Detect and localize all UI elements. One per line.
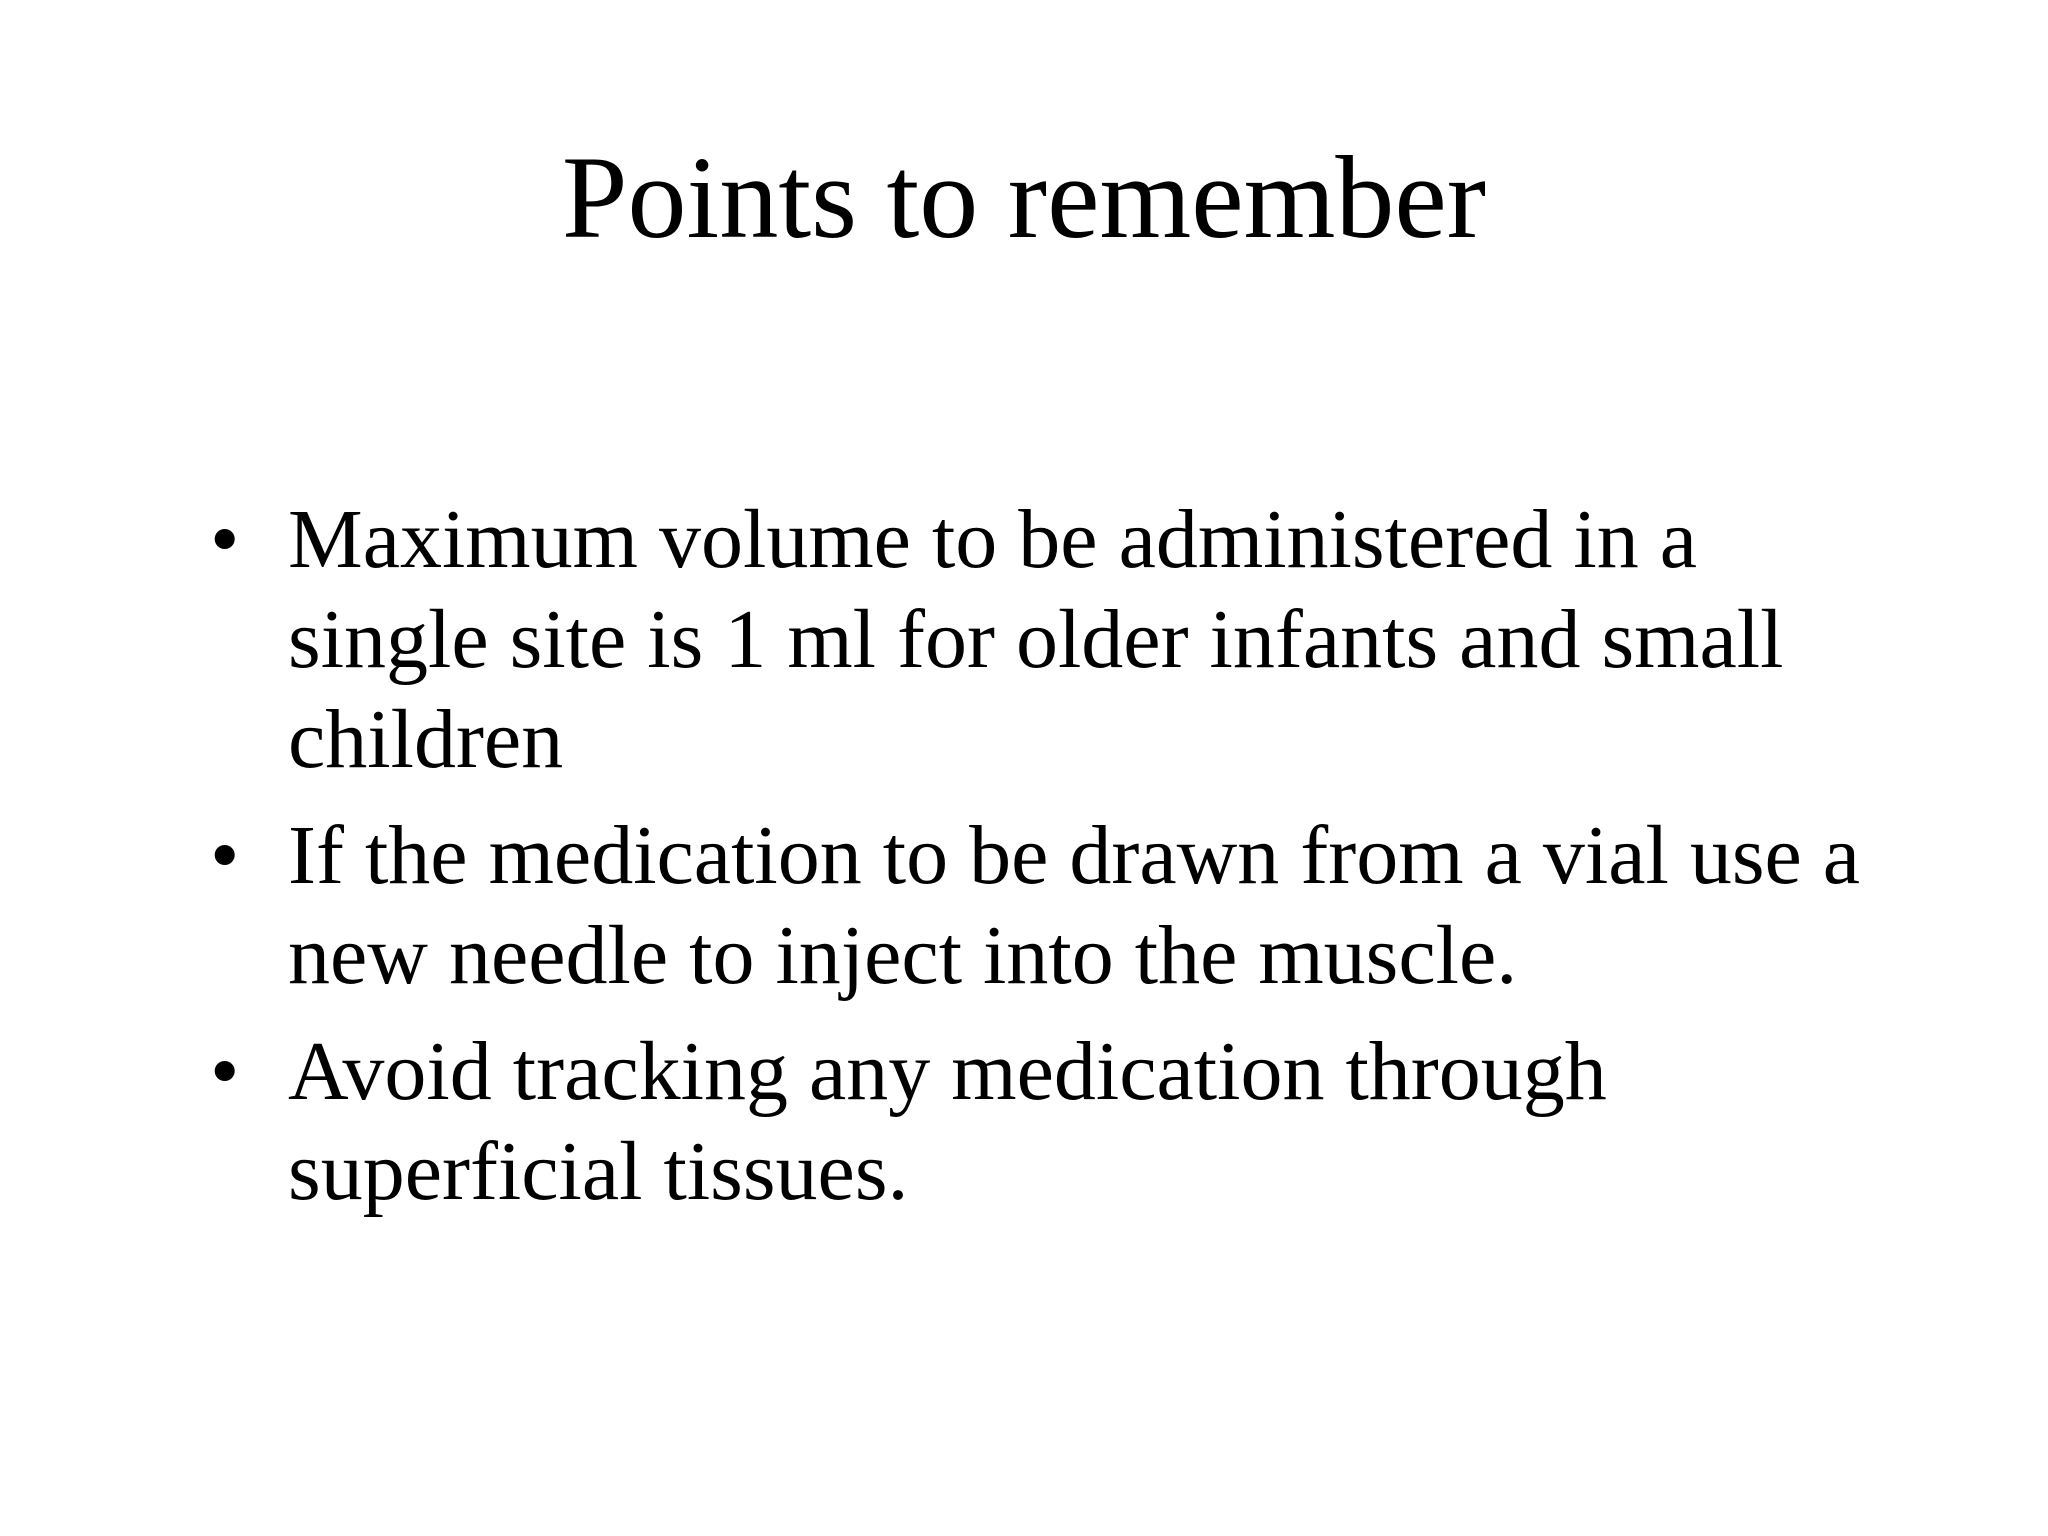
bullet-item-1	[210, 490, 1910, 790]
bullet-item-2	[210, 806, 1910, 1006]
bullet-text: Avoid tracking any medication through superficial tissues.	[288, 1025, 1607, 1218]
slide-title: Points to remember	[561, 132, 1487, 263]
bullet-dot-icon: •	[210, 809, 240, 902]
bullet-item-3	[210, 1022, 1910, 1222]
bullet-dot-icon: •	[210, 1025, 240, 1118]
bullet-text: If the medication to be drawn from a vial use a new needle to inject into the muscle.	[288, 809, 1861, 1002]
bullet-dot-icon: •	[210, 493, 240, 586]
bullet-text: Maximum volume to be administered in a single site is 1 ml for older infants and small children	[288, 493, 1784, 786]
bullet-list	[210, 490, 1910, 1238]
